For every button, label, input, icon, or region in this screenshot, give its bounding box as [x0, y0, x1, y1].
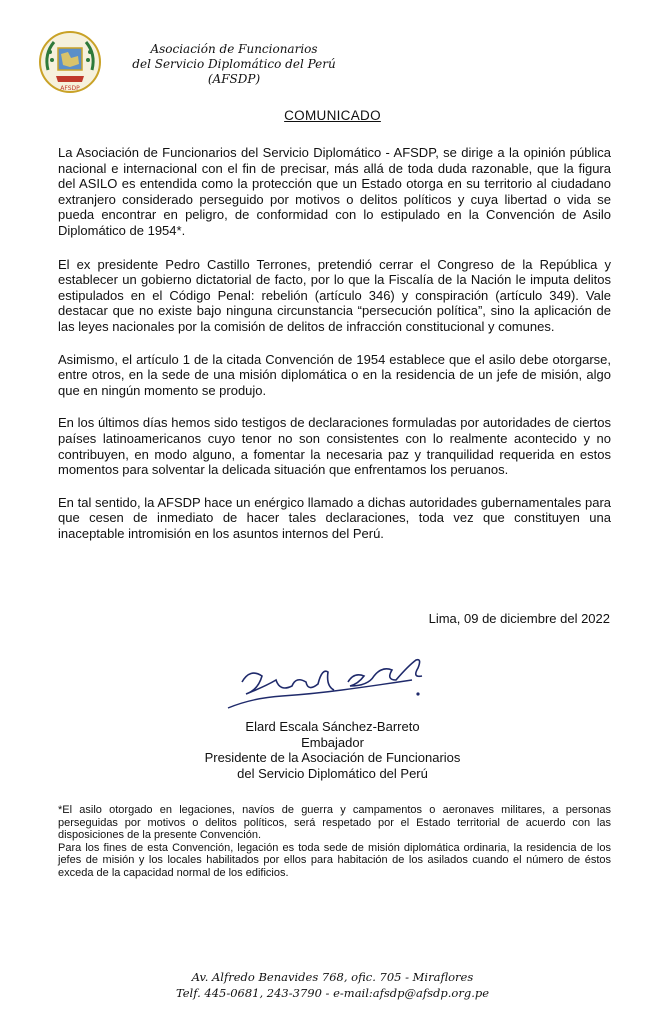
- document-title: COMUNICADO: [284, 108, 381, 123]
- org-name-line2: del Servicio Diplomático del Perú: [132, 57, 336, 71]
- paragraph: El ex presidente Pedro Castillo Terrones, pretendió cerrar el Congreso de la República y establecer un gobierno dictatorial de facto, por lo que la Fiscalía de la Nación le imputa delitos estipulados en el Código Penal: rebelión (artículo 346) y conspiración (artículo 349). Vale destacar que no existe bajo ninguna circunstancia “persecución política”, sino la aplicación de las leyes nacionales por la comisión de delitos de infracción constitucional y comunes.: [58, 256, 611, 334]
- contact-footer: [0, 969, 665, 1001]
- signer-block: [0, 719, 665, 781]
- date-line: Lima, 09 de diciembre del 2022: [428, 611, 610, 626]
- signer-position-line1: Presidente de la Asociación de Funcionarios: [204, 750, 461, 766]
- org-acronym: (AFSDP): [207, 72, 261, 86]
- signer-rank: Embajador: [301, 734, 364, 750]
- handwritten-signature: [222, 646, 442, 716]
- signer-position-line2: del Servicio Diplomático del Perú: [237, 765, 428, 781]
- afsdp-logo-icon: [38, 30, 102, 94]
- paragraph: Asimismo, el artículo 1 de la citada Convención de 1954 establece que el asilo debe otorgarse, entre otros, en la sede de una misión diplomática o en la residencia de un jefe de misión, algo que en ningún momento se produjo.: [58, 351, 611, 398]
- organization-header: [114, 42, 354, 87]
- signer-name: Elard Escala Sánchez-Barreto: [245, 719, 420, 734]
- svg-text:AFSDP: AFSDP: [60, 85, 80, 92]
- letterhead: [38, 28, 638, 98]
- footnote-paragraph: Para los fines de esta Convención, legación es toda sede de misión diplomática ordinaria, la residencia de los jefes de misión y los locales habilitados por ellos para habitación de los asilados cuando el número de éstos exceda de la capacidad normal de los edificios.: [58, 841, 611, 879]
- contact-address: Av. Alfredo Benavides 768, ofic. 705 - Miraflores: [191, 970, 474, 984]
- footnote-paragraph: *El asilo otorgado en legaciones, navíos de guerra y campamentos o aeronaves militares, a personas perseguidas por motivos o delitos políticos, será respetado por el Estado territorial de acuerdo con las disposiciones de la presente Convención.: [58, 804, 611, 842]
- paragraph: En los últimos días hemos sido testigos de declaraciones formuladas por autoridades de ciertos países latinoamericanos cuyo tenor no son consistentes con lo realmente acontecido y no contribuyen, en modo alguno, a fomentar la necesaria paz y tranquilidad requerida en estos momentos para solventar la delicada situación que enfrentamos los peruanos.: [58, 415, 611, 478]
- paragraph: En tal sentido, la AFSDP hace un enérgico llamado a dichas autoridades gubernamentales para que cesen de inmediato de hacer tales declaraciones, toda vez que constituyen una inaceptable intromisión en los asuntos internos del Perú.: [58, 494, 611, 541]
- footnote: [58, 804, 611, 880]
- communique-body: [58, 145, 611, 558]
- contact-phone-email: Telf. 445-0681, 243-3790 - e-mail:afsdp@afsdp.org.pe: [175, 986, 490, 1000]
- org-name-line1: Asociación de Funcionarios: [150, 42, 318, 56]
- paragraph: La Asociación de Funcionarios del Servicio Diplomático - AFSDP, se dirige a la opinión pública nacional e internacional con el fin de precisar, más allá de toda duda razonable, que la figura del ASILO es entendida como la protección que un Estado otorga en su territorio al ciudadano extranjero considerado perseguido por motivos o delitos políticos y cuya libertad o vida se pueda encontrar en peligro, de conformidad con lo estipulado en la Convención de Asilo Diplomático de 1954*.: [58, 145, 611, 238]
